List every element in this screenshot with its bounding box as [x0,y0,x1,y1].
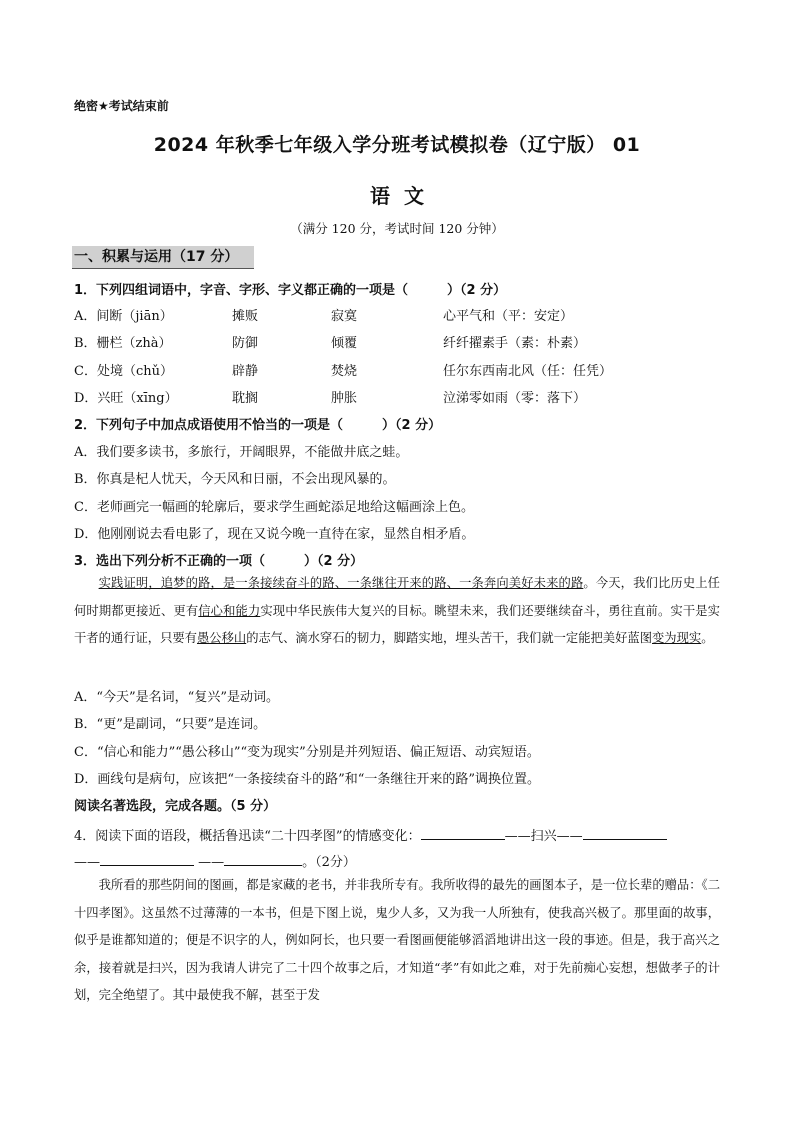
q2-option-d: D．他刚刚说去看电影了，现在又说今晚一直待在家，显然自相矛盾。 [74,527,475,542]
q4-passage: 我所看的那些阴间的图画，都是家藏的老书，并非我所专有。我所收得的最先的画图本子，是一位长辈的赠品：《二十四孝图》。这虽然不过薄薄的一本书，但是下图上说，鬼少人多，又为我一人所独有，使我高兴极了。那里面的故事，似乎是谁都知道的；便是不识字的人，例如阿长，也只要一看图画便能够滔滔地讲出这一段的事迹。但是，我于高兴之余，接着就是扫兴，因为我请人讲完了二十四个故事之后，才知道“孝”有如此之难，对于先前痴心妄想，想做孝子的计划，完全绝望了。其中最使我不解，甚至于发 [74,878,720,1002]
q4-dash-1: ——扫兴—— [504,829,583,844]
q3-passage-text-2: 实现中华民族伟大复兴的目标。眺望未来，我们还要继续奋斗，勇往直前。实干是实干者的通行证，只要有 [74,603,720,645]
question-2-stem: 2．下列句子中加点成语使用不恰当的一项是（ ）（2 分） [74,418,442,433]
q3-option-d: D．画线句是病句，应该把“一条接续奋斗的路”和“一条继往开来的路”调换位置。 [74,772,541,787]
q4-dash-2: —— [74,855,100,870]
confidential-label: 绝密★考试结束前 [74,99,169,113]
subject-title: 语文 [370,184,438,208]
q1-option-d-word1: D．兴旺（xīng） [74,391,178,406]
q2-option-c: C．老师画完一幅画的轮廓后，要求学生画蛇添足地给这幅画涂上色。 [74,500,474,515]
q3-underlined-xinxin: 信心和能力 [198,603,261,618]
q2-option-a: A．我们要多读书，多旅行，开阔眼界，不能做井底之蛙。 [74,445,409,460]
q4-blank-3[interactable] [100,852,194,866]
q4-stem-end: 。（2分） [302,855,356,870]
q3-option-b: B．“更”是副词，“只要”是连词。 [74,717,267,732]
q3-underlined-bianwei: 变为现实 [652,631,702,645]
reading-heading: 阅读名著选段，完成各题。（5 分） [74,799,277,814]
q4-stem-text: 4．阅读下面的语段，概括鲁迅读“二十四孝图”的情感变化： [74,829,421,844]
q1-option-a-word3: 寂寞 [331,309,358,324]
q1-option-d-word4: 泣涕零如雨（零：落下） [443,391,587,406]
question-3-stem: 3．选出下列分析不正确的一项（ ）（2 分） [74,554,364,569]
question-1-stem: 1．下列四组词语中，字音、字形、字义都正确的一项是（ ）（2 分） [74,283,507,298]
q3-passage-text-3: 的志气、滴水穿石的韧力，脚踏实地，埋头苦干，我们就一定能把美好蓝图 [246,631,652,645]
q1-option-d-word3: 肿胀 [331,391,358,406]
q4-blank-2[interactable] [583,826,667,840]
q1-option-a-word4: 心平气和（平：安定） [443,309,574,324]
q4-dash-3: —— [198,855,225,870]
q1-option-c-word4: 任尔东西南北风（任：任凭） [443,364,613,379]
q1-option-c-word2: 辟静 [232,364,259,379]
q4-blank-1[interactable] [421,826,505,840]
q1-option-b-word3: 倾覆 [331,336,358,351]
q2-option-b: B．你真是杞人忧天，今天风和日丽，不会出现风暴的。 [74,472,396,487]
q1-option-d-word2: 耽搁 [232,391,259,406]
q3-passage-text-1: 。今天，我们比历史上任何时期都更接近、更有 [74,576,720,618]
q3-option-a: A．“今天”是名词，“复兴”是动词。 [74,690,279,705]
q4-blank-4[interactable] [224,852,302,866]
q1-option-c-word1: C．处境（chǔ） [74,364,173,379]
q3-underlined-yugong: 愚公移山 [196,631,247,645]
q1-option-b-word1: B．栅栏（zhà） [74,336,172,351]
q1-option-b-word4: 纤纤擢素手（素：朴素） [443,336,587,351]
q3-passage-text-4: 。 [701,631,714,645]
q1-option-c-word3: 焚烧 [331,364,358,379]
section-heading-1: 一、积累与运用（17 分） [72,246,254,269]
question-4-stem [74,825,667,844]
q3-underlined-sentence: 实践证明，追梦的路，是一条接续奋斗的路、一条继往开来的路、一条奔向美好未来的路 [98,576,584,590]
q1-option-a-word1: A．间断（jiān） [74,309,173,324]
question-4-stem-cont [74,851,356,870]
q1-option-a-word2: 摊贩 [232,309,259,324]
exam-title: 2024 年秋季七年级入学分班考试模拟卷（辽宁版） 01 [153,134,641,156]
q3-option-c: C．“信心和能力”“愚公移山”“变为现实”分别是并列短语、偏正短语、动宾短语。 [74,745,540,760]
q3-passage [74,570,720,653]
q1-option-b-word2: 防御 [232,336,259,351]
score-time-note: （满分 120 分，考试时间 120 分钟） [290,221,504,236]
